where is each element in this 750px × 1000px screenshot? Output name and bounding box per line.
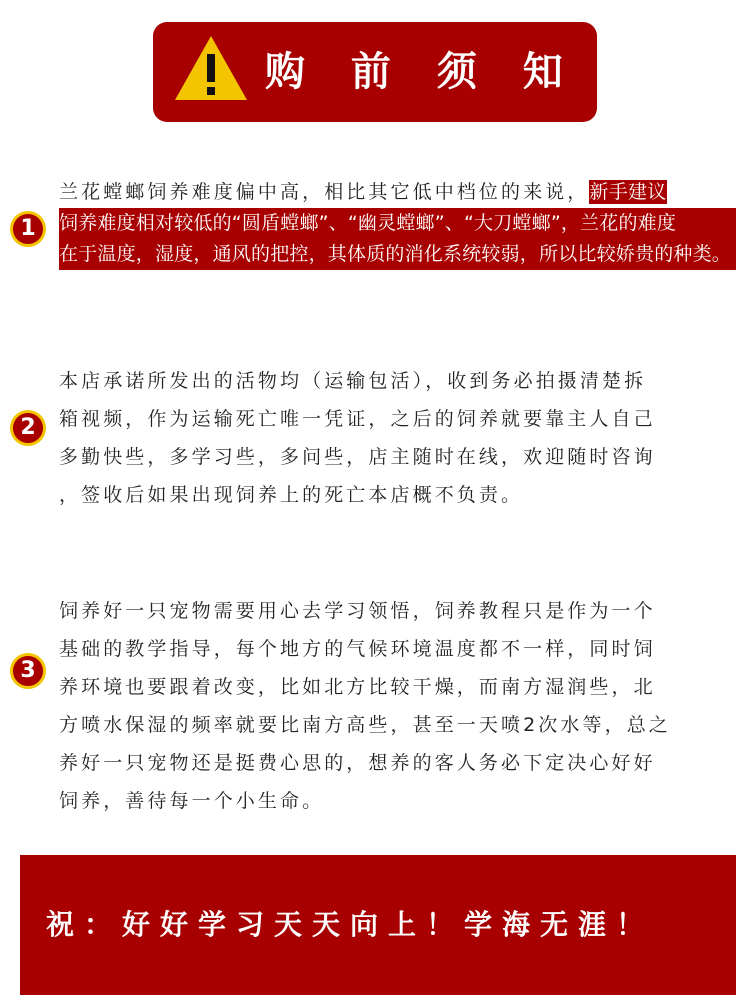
section-3-line: 基础的教学指导，每个地方的气候环境温度都不一样，同时饲 <box>59 638 656 660</box>
warning-icon <box>173 34 249 102</box>
section-2-text <box>59 362 656 514</box>
section-3-line: 养好一只宠物还是挺费心思的，想养的客人务必下定决心好好 <box>59 752 656 774</box>
footer-banner <box>20 855 736 995</box>
section-3-text <box>59 592 671 820</box>
highlight-text: 新手建议 <box>589 181 667 203</box>
section-3-line: 养环境也要跟着改变，比如北方比较干燥，而南方湿润些，北 <box>59 676 656 698</box>
section-1-line-2: 饲养难度相对较低的“圆盾螳螂”、“幽灵螳螂”、“大刀螳螂”，兰花的难度 <box>59 208 736 239</box>
footer-slogan: 祝：好好学习天天向上！学海无涯！ <box>46 908 655 941</box>
section-2-line: 多勤快些，多学习些，多问些，店主随时在线，欢迎随时咨询 <box>59 446 656 468</box>
section-2-number: 2 <box>10 410 46 446</box>
section-1-line-1: 兰花螳螂饲养难度偏中高，相比其它低中档位的来说，新手建议 <box>59 181 667 203</box>
section-1-line-3: 在于温度，湿度，通风的把控，其体质的消化系统较弱，所以比较娇贵的种类。 <box>59 239 736 270</box>
section-3-line: 饲养好一只宠物需要用心去学习领悟，饲养教程只是作为一个 <box>59 600 656 622</box>
notice-header <box>153 22 597 122</box>
section-2-line: 本店承诺所发出的活物均（运输包活），收到务必拍摄清楚拆 <box>59 370 647 392</box>
header-title: 购 前 须 知 <box>265 49 579 95</box>
section-2-line: 箱视频，作为运输死亡唯一凭证，之后的饲养就要靠主人自己 <box>59 408 656 430</box>
section-1-number: 1 <box>10 211 46 247</box>
section-3-line: 方喷水保湿的频率就要比南方高些，甚至一天喷2次水等，总之 <box>59 714 671 736</box>
section-2-line: ，签收后如果出现饲养上的死亡本店概不负责。 <box>59 484 524 506</box>
section-3-number: 3 <box>10 653 46 689</box>
section-1-text <box>59 177 736 270</box>
section-3-line: 饲养，善待每一个小生命。 <box>59 790 325 812</box>
